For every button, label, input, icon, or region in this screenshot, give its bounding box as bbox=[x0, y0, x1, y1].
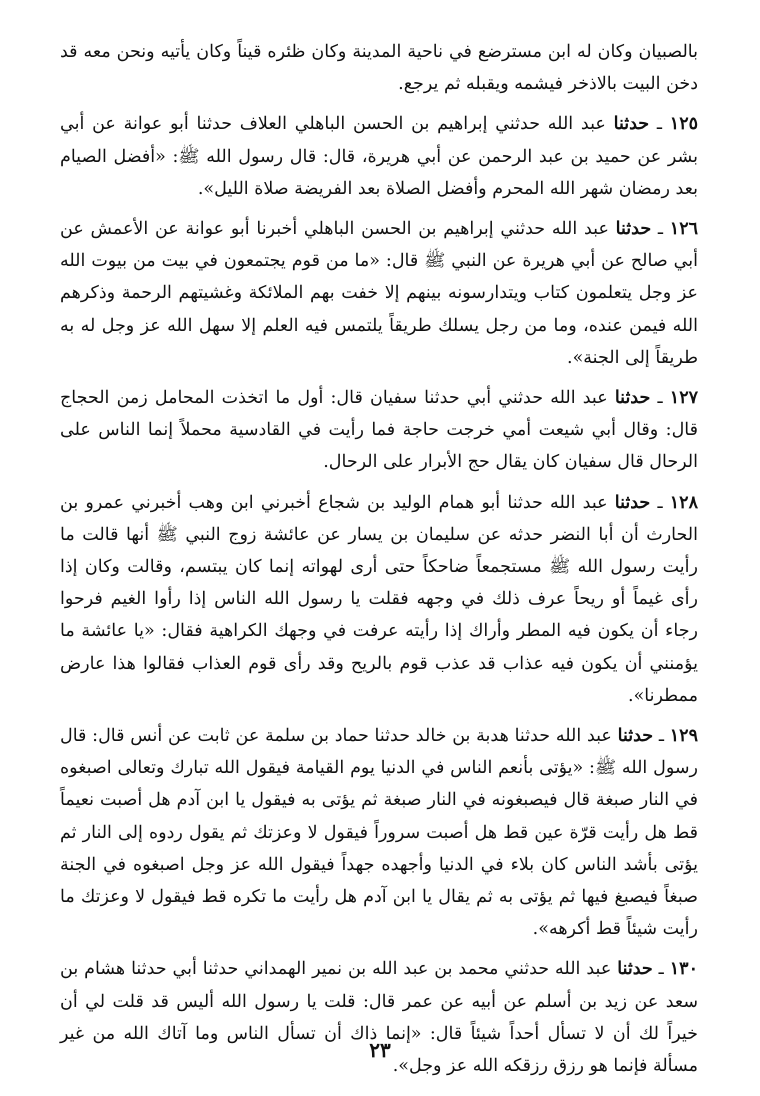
hadith-129: ١٢٩ ـ حدثنا عبد الله حدثنا هدبة بن خالد حدثنا حماد بن سلمة عن ثابت عن أنس قال: قال رسول الله ﷺ: «يؤتى بأنعم الناس في الدنيا يوم القيامة فيقول الله تبارك وتعالى اصبغوه في النار صبغة قال فيصبغونه في النار صبغة ثم يؤتى به فيقول يا ابن آدم هل أصبت نعيماً قط هل رأيت قرّة عين قط هل أصبت سروراً فيقول لا وعزتك ثم يقول ردوه إلى النار ثم يؤتى بأشد الناس كان بلاء في الدنيا وأجهده جهداً فيقول الله عز وجل اصبغوه في الجنة صبغاً فيصبغ فيها ثم يؤتى به ثم يقال يا ابن آدم هل رأيت ما تكره قط فيقول لا وعزتك ما رأيت شيئاً قط أكرهه». bbox=[60, 726, 698, 940]
hadith-text: عبد الله حدثني أبي حدثنا سفيان قال: أول ما اتخذت المحامل زمن الحجاج قال: وقال أبي شيعت أمي خرجت حاجة فما رأيت في القادسية محملاً إنما الناس على الرحال قال سفيان كان يقال حج الأبرار على الرحال. bbox=[60, 388, 698, 473]
hadith-number: ١٢٦ bbox=[669, 219, 698, 240]
hadith-text: عبد الله حدثنا هدبة بن خالد حدثنا حماد بن سلمة عن ثابت عن أنس قال: قال رسول الله ﷺ: «يؤتى بأنعم الناس في الدنيا يوم القيامة فيقول الله تبارك وتعالى اصبغوه في النار صبغة قال فيصبغونه في النار صبغة ثم يؤتى به فيقول يا ابن آدم هل أصبت نعيماً قط هل رأيت قرّة عين قط هل أصبت سروراً فيقول لا وعزتك ثم يقول ردوه إلى النار ثم يؤتى بأشد الناس كان بلاء في الدنيا وأجهده جهداً فيقول الله عز وجل اصبغوه في الجنة صبغاً فيصبغ فيها ثم يؤتى به ثم يقال يا ابن آدم هل رأيت ما تكره قط فيقول لا وعزتك ما رأيت شيئاً قط أكرهه». bbox=[60, 726, 698, 940]
hadith-128: ١٢٨ ـ حدثنا عبد الله حدثنا أبو همام الوليد بن شجاع أخبرني ابن وهب أخبرني عمرو بن الحارث أن أبا النضر حدثه عن سليمان بن يسار عن عائشة زوج النبي ﷺ أنها قالت ما رأيت رسول الله ﷺ مستجمعاً ضاحكاً حتى أرى لهواته إنما كان يبتسم، وقالت وكان إذا رأى غيماً أو ريحاً عرف ذلك في وجهه فقلت يا رسول الله الناس إذا رأوا الغيم فرحوا رجاء أن يكون فيه المطر وأراك إذا رأيته عرفت في وجهك الكراهية فقال: «يا عائشة ما يؤمنني أن يكون فيه عذاب قد عذب قوم بالريح وقد رأى قوم العذاب فقالوا هذا عارض ممطرنا». bbox=[60, 492, 698, 706]
hadith-number: ١٢٥ bbox=[669, 114, 698, 135]
hadith-126: ١٢٦ ـ حدثنا عبد الله حدثني إبراهيم بن الحسن الباهلي أخبرنا أبو عوانة عن الأعمش عن أبي صالح عن أبي هريرة عن النبي ﷺ قال: «ما من قوم يجتمعون في بيت من بيوت الله عز وجل يتعلمون كتاب ويتدارسونه بينهم إلا خفت بهم الملائكة وغشيتهم الرحمة وذكرهم الله فيمن عنده، وما من رجل يسلك طريقاً يلتمس فيه العلم إلا سهل الله عز وجل له به طريقاً إلى الجنة». bbox=[60, 219, 698, 368]
hadith-text: عبد الله حدثني إبراهيم بن الحسن الباهلي أخبرنا أبو عوانة عن الأعمش عن أبي صالح عن أبي هريرة عن النبي ﷺ قال: «ما من قوم يجتمعون في بيت من بيوت الله عز وجل يتعلمون كتاب ويتدارسونه بينهم إلا خفت بهم الملائكة وغشيتهم الرحمة وذكرهم الله فيمن عنده، وما من رجل يسلك طريقاً يلتمس فيه العلم إلا سهل الله عز وجل له به طريقاً إلى الجنة». bbox=[60, 219, 698, 368]
hadith-number: ١٣٠ bbox=[669, 959, 698, 980]
hadith-130: ١٣٠ ـ حدثنا عبد الله حدثني محمد بن عبد الله بن نمير الهمداني حدثنا أبي حدثنا هشام بن سعد عن زيد بن أسلم عن أبيه عن عمر قال: قلت يا رسول الله أليس قد قلت لي أن خيراً لك أن لا تسأل أحداً شيئاً قال: «إنما ذاك أن تسأل الناس وما آتاك الله من غير مسألة فإنما هو رزق رزقكه الله عز وجل». bbox=[60, 959, 698, 1077]
hadith-lead: حدثنا bbox=[614, 492, 651, 513]
hadith-125: ١٢٥ ـ حدثنا عبد الله حدثني إبراهيم بن الحسن الباهلي العلاف حدثنا أبو عوانة عن أبي بشر عن حميد بن عبد الرحمن عن أبي هريرة، قال: قال رسول الله ﷺ: «أفضل الصيام بعد رمضان شهر الله المحرم وأفضل الصلاة بعد الفريضة صلاة الليل». bbox=[60, 114, 698, 199]
hadith-number: ١٢٨ bbox=[669, 492, 698, 513]
hadith-lead: حدثنا bbox=[614, 388, 651, 409]
hadith-lead: حدثنا bbox=[613, 114, 650, 135]
hadith-127: ١٢٧ ـ حدثنا عبد الله حدثني أبي حدثنا سفيان قال: أول ما اتخذت المحامل زمن الحجاج قال: وقال أبي شيعت أمي خرجت حاجة فما رأيت في القادسية محملاً إنما الناس على الرحال قال سفيان كان يقال حج الأبرار على الرحال. bbox=[60, 388, 698, 473]
hadith-text: عبد الله حدثني إبراهيم بن الحسن الباهلي العلاف حدثنا أبو عوانة عن أبي بشر عن حميد بن عبد الرحمن عن أبي هريرة، قال: قال رسول الله ﷺ: «أفضل الصيام بعد رمضان شهر الله المحرم وأفضل الصلاة بعد الفريضة صلاة الليل». bbox=[60, 114, 698, 199]
hadith-lead: حدثنا bbox=[617, 959, 653, 980]
hadith-lead: حدثنا bbox=[617, 726, 654, 747]
intro-paragraph: بالصبيان وكان له ابن مسترضع في ناحية المدينة وكان ظئره قيناً وكان يأتيه ونحن معه قد دخن البيت بالاذخر فيشمه ويقبله ثم يرجع. bbox=[60, 42, 698, 95]
page-number: ٢٣ bbox=[369, 1038, 391, 1062]
hadith-number: ١٢٧ bbox=[669, 388, 698, 409]
hadith-lead: حدثنا bbox=[615, 219, 652, 240]
hadith-text: عبد الله حدثنا أبو همام الوليد بن شجاع أخبرني ابن وهب أخبرني عمرو بن الحارث أن أبا النضر حدثه عن سليمان بن يسار عن عائشة زوج النبي ﷺ أنها قالت ما رأيت رسول الله ﷺ مستجمعاً ضاحكاً حتى أرى لهواته إنما كان يبتسم، وقالت وكان إذا رأى غيماً أو ريحاً عرف ذلك في وجهه فقلت يا رسول الله الناس إذا رأوا الغيم فرحوا رجاء أن يكون فيه المطر وأراك إذا رأيته عرفت في وجهك الكراهية فقال: «يا عائشة ما يؤمنني أن يكون فيه عذاب قد عذب قوم بالريح وقد رأى قوم العذاب فقالوا هذا عارض ممطرنا». bbox=[60, 492, 698, 706]
hadith-text: عبد الله حدثني محمد بن عبد الله بن نمير الهمداني حدثنا أبي حدثنا هشام بن سعد عن زيد بن أسلم عن أبيه عن عمر قال: قلت يا رسول الله أليس قد قلت لي أن خيراً لك أن لا تسأل أحداً شيئاً قال: «إنما ذاك أن تسأل الناس وما آتاك الله من غير مسألة فإنما هو رزق رزقكه الله عز وجل». bbox=[60, 959, 698, 1077]
hadith-number: ١٢٩ bbox=[669, 726, 698, 747]
